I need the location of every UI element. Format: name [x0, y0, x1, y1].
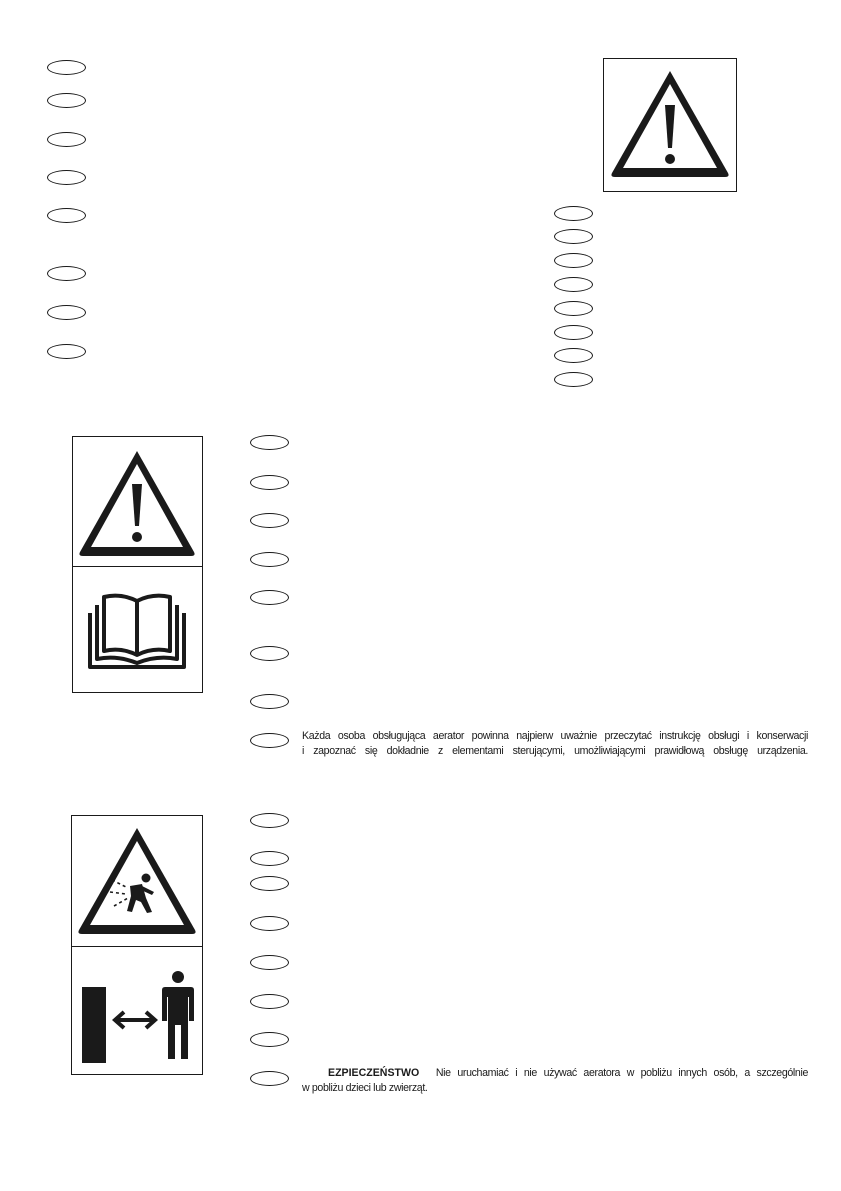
language-oval: [554, 277, 593, 292]
manual-instruction-line1: Każda osoba obsługująca aerator powinna najpierw uważnie przeczytać instrukcję obsługi i konserwacji: [302, 730, 808, 742]
language-oval: [47, 60, 86, 75]
safety-heading: EZPIECZEŃSTWO: [328, 1067, 420, 1079]
language-oval: [250, 694, 289, 709]
language-oval: [250, 1032, 289, 1047]
language-oval: [47, 305, 86, 320]
language-oval: [554, 372, 593, 387]
language-oval: [554, 325, 593, 340]
language-oval: [554, 253, 593, 268]
language-oval: [250, 590, 289, 605]
manual-instruction-text: [302, 729, 808, 758]
safety-instruction-text: [302, 1066, 808, 1095]
thrown-object-warning-icon: [72, 816, 202, 946]
keep-distance-icon: [72, 947, 202, 1074]
language-oval: [250, 435, 289, 450]
language-oval: [250, 916, 289, 931]
manual-instruction-line2: i zapoznać się dokładnie z elementami sterującymi, umożliwiającymi prawidłową obsługę urządzenia.: [302, 744, 808, 757]
language-oval: [554, 206, 593, 221]
language-oval: [554, 348, 593, 363]
language-oval: [47, 93, 86, 108]
language-oval: [250, 552, 289, 567]
read-manual-panel: [72, 436, 203, 693]
safety-text: Nie uruchamiać i nie używać aeratora w pobliżu innych osób, a szczególnie: [435, 1067, 809, 1079]
open-book-icon: [73, 567, 202, 692]
language-oval: [250, 513, 289, 528]
language-oval: [47, 344, 86, 359]
language-oval: [47, 132, 86, 147]
language-oval: [47, 170, 86, 185]
language-oval: [554, 301, 593, 316]
language-oval: [250, 733, 289, 748]
warning-triangle-icon: [73, 437, 202, 565]
language-oval: [250, 475, 289, 490]
language-oval: [250, 851, 289, 866]
language-oval: [250, 994, 289, 1009]
language-oval: [47, 208, 86, 223]
safety-distance-panel: [71, 815, 203, 1075]
language-oval: [47, 266, 86, 281]
safety-text-line2: w pobliżu dzieci lub zwierząt.: [302, 1081, 428, 1094]
warning-sign-panel: [603, 58, 737, 192]
language-oval: [554, 229, 593, 244]
language-oval: [250, 1071, 289, 1086]
language-oval: [250, 646, 289, 661]
language-oval: [250, 955, 289, 970]
warning-triangle-icon: [604, 59, 738, 193]
language-oval: [250, 876, 289, 891]
language-oval: [250, 813, 289, 828]
